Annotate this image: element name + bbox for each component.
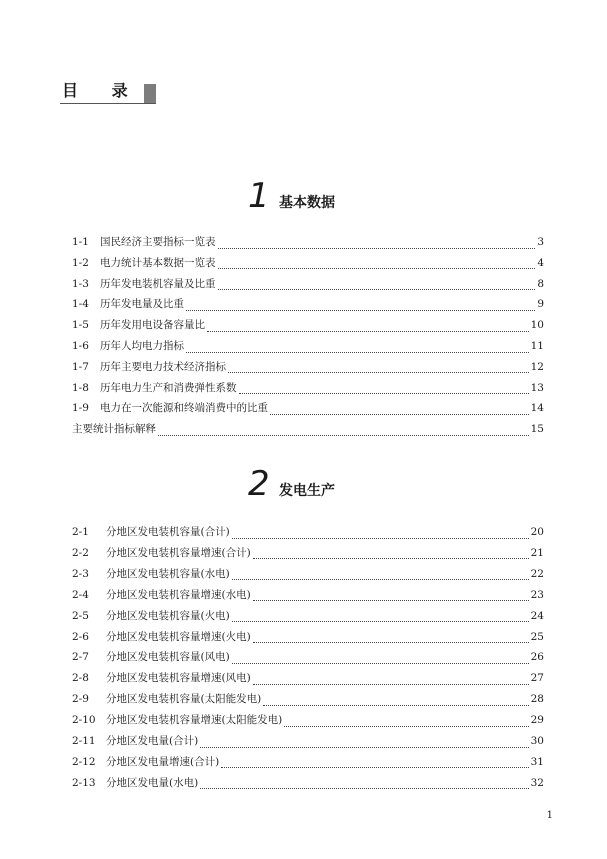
entry-page: 21	[530, 546, 544, 559]
entry-number: 1-5	[72, 319, 89, 332]
toc-header	[60, 82, 156, 104]
dot-leader	[207, 321, 529, 332]
toc-entry[interactable]	[72, 775, 544, 791]
toc-entry[interactable]	[72, 670, 544, 686]
toc-entry[interactable]	[72, 566, 544, 582]
entry-title: 电力统计基本数据一览表	[100, 256, 216, 269]
dot-leader	[253, 632, 529, 643]
entry-number: 1-3	[72, 277, 89, 290]
dot-leader	[232, 653, 529, 664]
toc-entry[interactable]	[72, 608, 544, 624]
entry-page: 32	[530, 776, 544, 789]
dot-leader	[270, 404, 529, 415]
dot-leader	[218, 238, 536, 249]
toc-title: 目 录	[62, 81, 142, 100]
toc-entry[interactable]	[72, 380, 544, 396]
entry-number: 2-8	[72, 672, 89, 685]
entry-title: 电力在一次能源和终端消费中的比重	[100, 402, 268, 415]
entry-title: 历年发电量及比重	[100, 298, 184, 311]
entry-page: 31	[530, 755, 544, 768]
dot-leader	[239, 383, 529, 394]
page-number: 1	[546, 810, 553, 821]
dot-leader	[232, 528, 529, 539]
entry-title: 历年主要电力技术经济指标	[100, 360, 226, 373]
entry-number: 2-11	[72, 735, 96, 747]
entry-number: 2-12	[72, 755, 96, 768]
toc-entry[interactable]	[72, 276, 544, 292]
entry-title: 分地区发电装机容量(风电)	[106, 651, 230, 664]
section-2-heading	[0, 464, 607, 504]
entry-number: 1-9	[72, 402, 89, 415]
entry-number: 2-9	[72, 693, 89, 706]
toc-entry[interactable]	[72, 400, 544, 416]
entry-title: 主要统计指标解释	[72, 423, 156, 436]
header-rule	[60, 103, 156, 104]
toc-entry[interactable]	[72, 234, 544, 250]
dot-leader	[253, 674, 529, 685]
dot-leader	[158, 425, 529, 436]
entry-page: 10	[530, 319, 544, 332]
entry-title: 分地区发电装机容量(合计)	[106, 526, 230, 538]
entry-page: 12	[530, 360, 544, 373]
entry-page: 8	[537, 277, 544, 290]
toc-entry[interactable]	[72, 733, 544, 749]
toc-entry[interactable]	[72, 712, 544, 728]
dot-leader	[200, 737, 528, 748]
entry-page: 23	[530, 588, 544, 601]
entry-title: 国民经济主要指标一览表	[100, 236, 216, 248]
dot-leader	[253, 548, 529, 559]
entry-title: 分地区发电装机容量增速(火电)	[106, 630, 251, 643]
entry-number: 2-6	[72, 630, 89, 643]
entry-page: 15	[530, 423, 544, 436]
entry-page: 27	[530, 672, 544, 685]
toc-entry[interactable]	[72, 421, 544, 437]
entry-title: 分地区发电装机容量增速(太阳能发电)	[106, 714, 283, 727]
header-accent-block	[144, 84, 156, 104]
entry-number: 2-7	[72, 651, 89, 664]
dot-leader	[186, 342, 529, 353]
toc-entry[interactable]	[72, 545, 544, 561]
entry-number: 2-10	[72, 714, 96, 727]
entry-page: 4	[537, 256, 544, 269]
entry-number: 2-4	[72, 588, 89, 601]
entry-page: 3	[537, 236, 544, 248]
entry-number: 1-8	[72, 381, 89, 394]
section-1-title: 基本数据	[279, 195, 335, 211]
entry-title: 分地区发电装机容量增速(合计)	[106, 546, 251, 559]
entry-page: 13	[530, 381, 544, 394]
entry-number: 2-2	[72, 546, 89, 559]
toc-entry[interactable]	[72, 296, 544, 312]
section-2-number: 2	[248, 464, 270, 504]
toc-entry[interactable]	[72, 754, 544, 770]
entry-page: 9	[537, 298, 544, 311]
entry-page: 30	[530, 735, 544, 747]
entry-title: 历年电力生产和消费弹性系数	[100, 381, 237, 394]
entry-number: 1-4	[72, 298, 89, 311]
section-2-title: 发电生产	[279, 483, 335, 499]
toc-entry[interactable]	[72, 359, 544, 375]
entry-title: 分地区发电装机容量(太阳能发电)	[106, 693, 262, 706]
toc-entry[interactable]	[72, 691, 544, 707]
toc-entry[interactable]	[72, 524, 544, 540]
toc-entry[interactable]	[72, 649, 544, 665]
entry-page: 20	[530, 526, 544, 538]
entry-number: 2-13	[72, 776, 96, 789]
dot-leader	[218, 258, 536, 269]
entry-number: 1-2	[72, 256, 89, 269]
entry-page: 14	[530, 402, 544, 415]
entry-title: 分地区发电量(合计)	[106, 735, 199, 747]
dot-leader	[218, 279, 536, 290]
entry-title: 分地区发电装机容量(水电)	[106, 567, 230, 580]
toc-entry[interactable]	[72, 338, 544, 354]
entry-page: 22	[530, 567, 544, 580]
dot-leader	[253, 590, 529, 601]
dot-leader	[186, 300, 535, 311]
entry-page: 26	[530, 651, 544, 664]
entry-number: 2-3	[72, 567, 89, 580]
entry-title: 历年人均电力指标	[100, 340, 184, 352]
entry-title: 分地区发电量(水电)	[106, 776, 199, 789]
entry-number: 1-1	[72, 236, 89, 248]
entry-page: 11	[530, 340, 544, 352]
entry-title: 历年发电装机容量及比重	[100, 277, 216, 290]
toc-entry[interactable]	[72, 629, 544, 645]
section-1-heading	[0, 176, 607, 216]
dot-leader	[232, 569, 529, 580]
entry-page: 28	[530, 693, 544, 706]
dot-leader	[228, 362, 529, 373]
dot-leader	[284, 716, 528, 727]
dot-leader	[263, 695, 528, 706]
toc-entry[interactable]	[72, 255, 544, 271]
entry-number: 2-5	[72, 609, 89, 622]
dot-leader	[200, 778, 528, 789]
entry-title: 分地区发电装机容量(火电)	[106, 609, 230, 622]
entry-number: 2-1	[72, 526, 89, 538]
dot-leader	[232, 611, 529, 622]
toc-entry[interactable]	[72, 587, 544, 603]
entry-number: 1-7	[72, 360, 89, 373]
section-1-number: 1	[248, 176, 270, 216]
dot-leader	[221, 757, 528, 768]
toc-entry[interactable]	[72, 317, 544, 333]
entry-page: 25	[530, 630, 544, 643]
entry-title: 分地区发电量增速(合计)	[106, 755, 220, 768]
entry-title: 分地区发电装机容量增速(风电)	[106, 672, 251, 685]
entry-title: 历年发用电设备容量比	[100, 319, 205, 332]
entry-title: 分地区发电装机容量增速(水电)	[106, 588, 251, 601]
entry-number: 1-6	[72, 340, 89, 352]
entry-page: 29	[530, 714, 544, 727]
entry-page: 24	[530, 609, 544, 622]
